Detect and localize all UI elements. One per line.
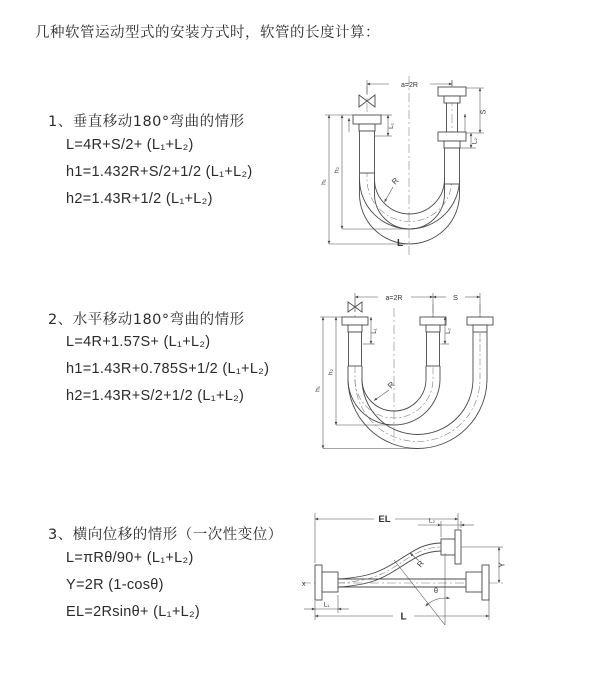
d2-dim-s-label: S xyxy=(452,292,459,302)
d2-radius-label: R xyxy=(386,380,397,391)
page-title: 几种软管运动型式的安装方式时，软管的长度计算： xyxy=(35,25,380,41)
d1-dim-h1-label: h₁ xyxy=(320,179,328,185)
d2-dim-l1-label: L₁ xyxy=(371,328,378,334)
section-2-formula-3: h2=1.43R+S/2+1/2 (L₁+L₂) xyxy=(66,388,245,404)
section-3-formula-3: EL=2Rsinθ+ (L₁+L₂) xyxy=(66,604,201,620)
hose-s-curve xyxy=(338,543,441,587)
d1-dim-s-label: S xyxy=(478,109,488,115)
d3-dim-y-label: Y xyxy=(497,562,507,568)
section-2-heading: 2、水平移动180°弯曲的情形 xyxy=(48,312,245,328)
d1-dim-h2-label: h₂ xyxy=(333,166,341,174)
section-3-formula-2: Y=2R (1-cosθ) xyxy=(66,577,164,593)
d3-dim-l2-label: L₂ xyxy=(428,517,436,525)
section-1-formula-2: h1=1.432R+S/2+1/2 (L₁+L₂) xyxy=(66,164,253,180)
d2-dim-h1-label: h₁ xyxy=(314,386,322,392)
d1-dim-l1-label: L₁ xyxy=(388,123,395,129)
section-3-formula-1: L=πRθ/90+ (L₁+L₂) xyxy=(66,550,194,566)
section-1-formula-1: L=4R+S/2+ (L₁+L₂) xyxy=(66,137,194,153)
d2-dim-l2-label: L₂ xyxy=(445,328,452,334)
section-1-heading: 1、垂直移动180°弯曲的情形 xyxy=(48,114,245,130)
flanges-and-pipe xyxy=(315,530,489,600)
dimension-lines xyxy=(320,293,480,449)
d3-dim-l1-label: L₁ xyxy=(323,601,330,609)
diagram-lateral-displacement xyxy=(298,503,596,655)
d1-dim-a2r-label: a=2R xyxy=(401,81,418,89)
section-1-formula-3: h2=1.43R+1/2 (L₁+L₂) xyxy=(66,191,213,207)
diagram-vertical-180-bend xyxy=(313,70,588,262)
d2-dim-a2r-label: a=2R xyxy=(385,294,403,302)
d3-angle-theta-label: θ xyxy=(433,586,439,595)
dimension-lines xyxy=(304,513,503,620)
d3-radius-label: R xyxy=(415,558,426,569)
pipe-fittings xyxy=(353,87,466,184)
section-2-formula-2: h1=1.43R+0.785S+1/2 (L₁+L₂) xyxy=(66,361,270,377)
d3-dim-l-label: L xyxy=(400,611,407,623)
d2-dim-h2-label: h₂ xyxy=(327,368,335,376)
d1-dim-l2-label: L₂ xyxy=(471,137,479,145)
d3-axis-end-mark: x xyxy=(302,581,306,588)
d3-dim-el-label: EL xyxy=(378,514,391,525)
dimension-lines xyxy=(325,80,484,244)
diagram-horizontal-180-bend xyxy=(308,284,593,458)
section-2-formula-1: L=4R+1.57S+ (L₁+L₂) xyxy=(66,334,211,350)
d1-length-label: L xyxy=(396,238,404,249)
hose-u-curves xyxy=(348,332,487,449)
d1-radius-label: R xyxy=(390,176,401,187)
pipe-fittings xyxy=(342,317,493,366)
section-3-heading: 3、横向位移的情形（一次性变位） xyxy=(48,527,283,543)
